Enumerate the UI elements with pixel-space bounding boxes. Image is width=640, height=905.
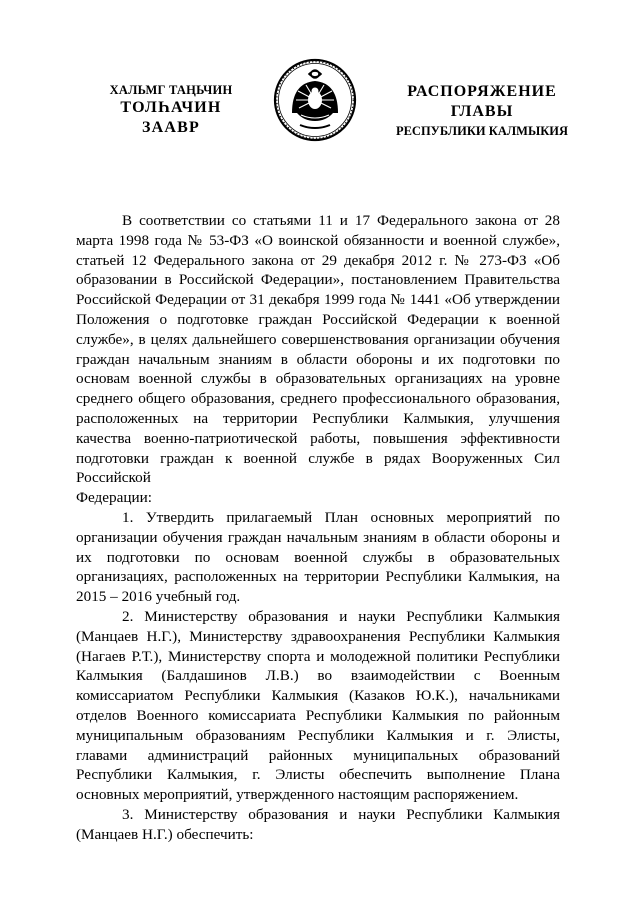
order-item-2: 2. Министерству образования и науки Республики Калмыкия (Манцаев Н.Г.), Министерству здравоохранения Республики Калмыкия (Нагаев Р.Т.), Министерству спорта и молодежной политики Республики Калмыкия (Балдашинов Л.В.) во взаимодействии с Военным комиссариатом Республики Калмыкия (Казаков Ю.К.), начальниками отделов Военного комиссариата Республики Калмыкия по районным муниципальным образованиям Республики Калмыкия и г. Элисты, главами администраций районных муниципальных образований Республики Калмыкия, г. Элисты обеспечить выполнение Плана основных мероприятий, утвержденного настоящим распоряжением. [76,607,560,804]
order-item-1: 1. Утвердить прилагаемый План основных мероприятий по организации обучения граждан начальным знаниям в области обороны и их подготовки по основам военной службы в образовательных организациях, расположенных на территории Республики Калмыкия, на 2015 – 2016 учебный год. [76,508,560,606]
kalmykia-coat-of-arms-icon [270,55,360,145]
preamble-ending: Федерации: [76,489,152,507]
header-left-line3: ЗААВР [142,119,200,136]
preamble-paragraph: В соответствии со статьями 11 и 17 Федерального закона от 28 марта 1998 года № 53-ФЗ «О воинской обязанности и военной службе», статьей 12 Федерального закона от 29 декабря 2012 г. № 273-ФЗ «Об образовании в Российской Федерации», постановлением Правительства Российской Федерации от 31 декабря 1999 года № 1441 «Об утверждении Положения о подготовке граждан Российской Федерации к военной службе», в целях дальнейшего совершенствования организации обучения граждан начальным знаниям в области обороны и их подготовки по основам военной службы в образовательных организациях на уровне среднего общего образования, среднего профессионального образования, расположенных на территории Республики Калмыкия, улучшения качества военно-патриотической работы, повышения эффективности подготовки граждан к военной службе в рядах Вооруженных Сил Российской [76,212,560,487]
header-left-block [97,82,245,138]
header-right-block [392,82,572,140]
header-right-line3: РЕСПУБЛИКИ КАЛМЫКИЯ [395,124,569,138]
header-left-line2: ТОЛҺАЧИН [120,99,222,116]
order-item-3: 3. Министерству образования и науки Республики Калмыкия (Манцаев Н.Г.) обеспечить: [76,805,560,843]
document-body [76,211,560,845]
header-right-line2: ГЛАВЫ [450,103,514,120]
header-left-line1: ХАЛЬМГ ТАҢЬЧИН [109,83,233,97]
header-right-line1: РАСПОРЯЖЕНИЕ [407,83,557,100]
